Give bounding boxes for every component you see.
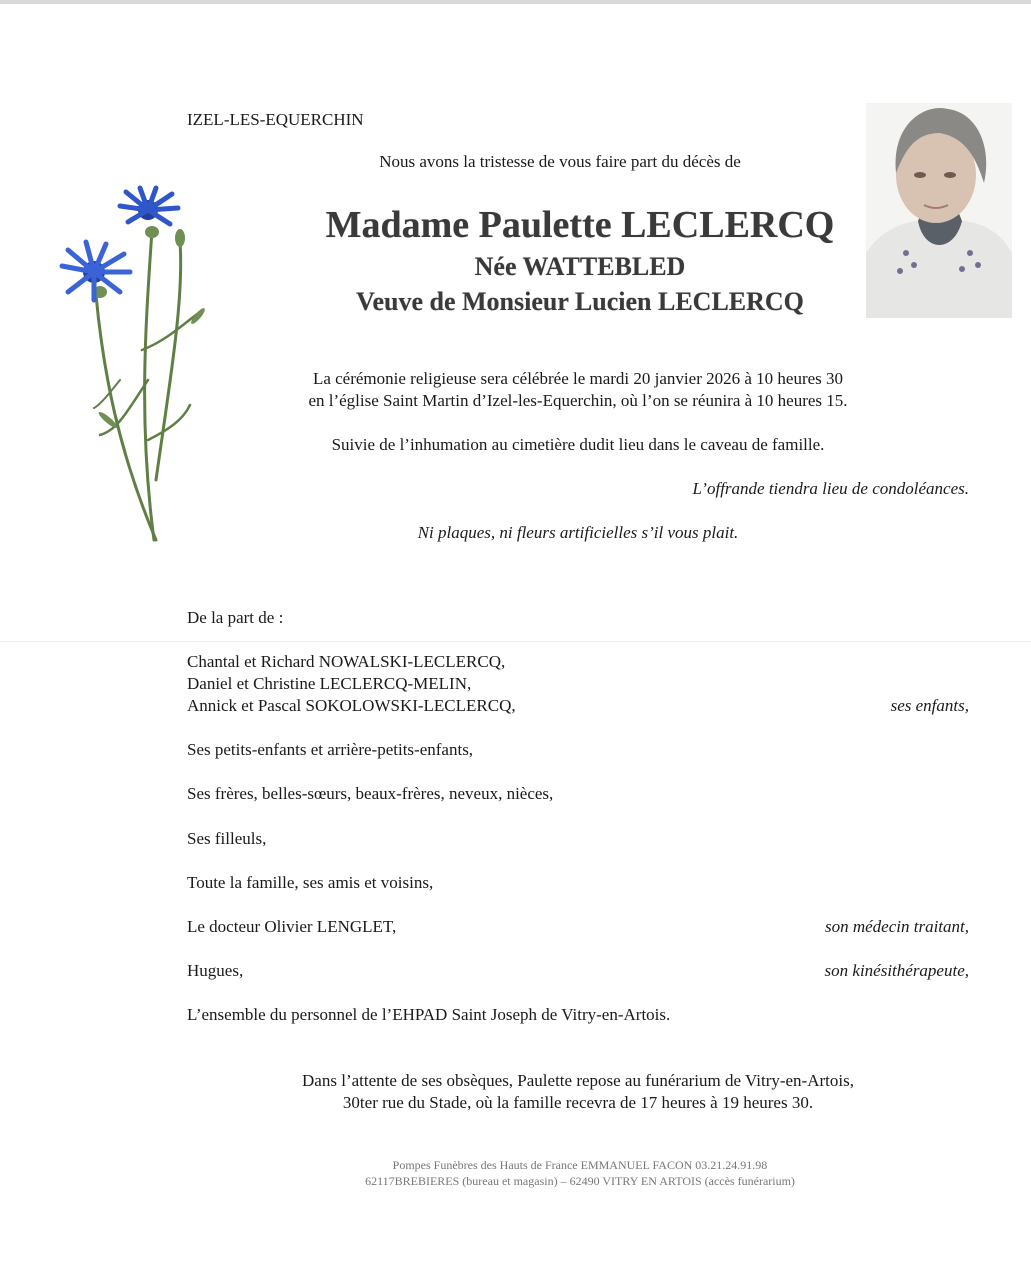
child-3: Annick et Pascal SOKOLOWSKI-LECLERCQ, bbox=[187, 696, 516, 715]
deceased-name: Madame Paulette LECLERCQ bbox=[325, 204, 835, 246]
wake-line-2: 30ter rue du Stade, où la famille recevra de 17 heures à 19 heures 30. bbox=[342, 1093, 814, 1112]
widow-of: Veuve de Monsieur Lucien LECLERCQ bbox=[356, 287, 804, 316]
top-border bbox=[0, 0, 1031, 4]
stem-right bbox=[156, 242, 181, 480]
godchildren-line: Ses filleuls, bbox=[187, 829, 267, 848]
no-flowers-line: Ni plaques, ni fleurs artificielles s’il vous plait. bbox=[417, 523, 739, 542]
location: IZEL-LES-EQUERCHIN bbox=[187, 110, 364, 129]
wake-line-1: Dans l’attente de ses obsèques, Paulette repose au funérarium de Vitry-en-Artois, bbox=[302, 1071, 854, 1090]
cornflower-illustration bbox=[48, 180, 208, 545]
ceremony-line-1: La cérémonie religieuse sera célébrée le mardi 20 janvier 2026 à 10 heures 30 bbox=[312, 369, 844, 388]
siblings-line: Ses frères, belles-sœurs, beaux-frères, neveux, nièces, bbox=[187, 784, 554, 803]
intro-line: Nous avons la tristesse de vous faire part du décès de bbox=[379, 152, 741, 171]
fold-line bbox=[0, 641, 1031, 642]
maiden-name: Née WATTEBLED bbox=[474, 252, 686, 281]
children-role: ses enfants, bbox=[890, 696, 969, 715]
physio-line: Hugues, bbox=[187, 961, 244, 980]
doctor-role: son médecin traitant, bbox=[824, 917, 969, 936]
bud bbox=[175, 229, 185, 247]
offering-line: L’offrande tiendra lieu de condoléances. bbox=[692, 479, 969, 498]
physio-role: son kinésithérapeute, bbox=[824, 961, 969, 980]
flower-head-left bbox=[62, 242, 130, 300]
ceremony-line-2: en l’église Saint Martin d’Izel-les-Equerchin, où l’on se réunira à 10 heures 15. bbox=[308, 391, 848, 410]
child-1: Chantal et Richard NOWALSKI-LECLERCQ, bbox=[187, 652, 506, 671]
staff-line: L’ensemble du personnel de l’EHPAD Saint Joseph de Vitry-en-Artois. bbox=[187, 1005, 671, 1024]
burial-line: Suivie de l’inhumation au cimetière dudit lieu dans le caveau de famille. bbox=[331, 435, 825, 454]
all-family-line: Toute la famille, ses amis et voisins, bbox=[187, 873, 434, 892]
flower-head-top bbox=[120, 188, 178, 224]
child-2: Daniel et Christine LECLERCQ-MELIN, bbox=[187, 674, 472, 693]
funeral-home-line-2: 62117BREBIERES (bureau et magasin) – 62490 VITRY EN ARTOIS (accès funérarium) bbox=[365, 1174, 795, 1188]
funeral-home-line-1: Pompes Funèbres des Hauts de France EMMANUEL FACON 03.21.24.91.98 bbox=[392, 1158, 768, 1172]
family-intro: De la part de : bbox=[187, 608, 284, 627]
doctor-line: Le docteur Olivier LENGLET, bbox=[187, 917, 397, 936]
grandchildren-line: Ses petits-enfants et arrière-petits-enfants, bbox=[187, 740, 474, 759]
